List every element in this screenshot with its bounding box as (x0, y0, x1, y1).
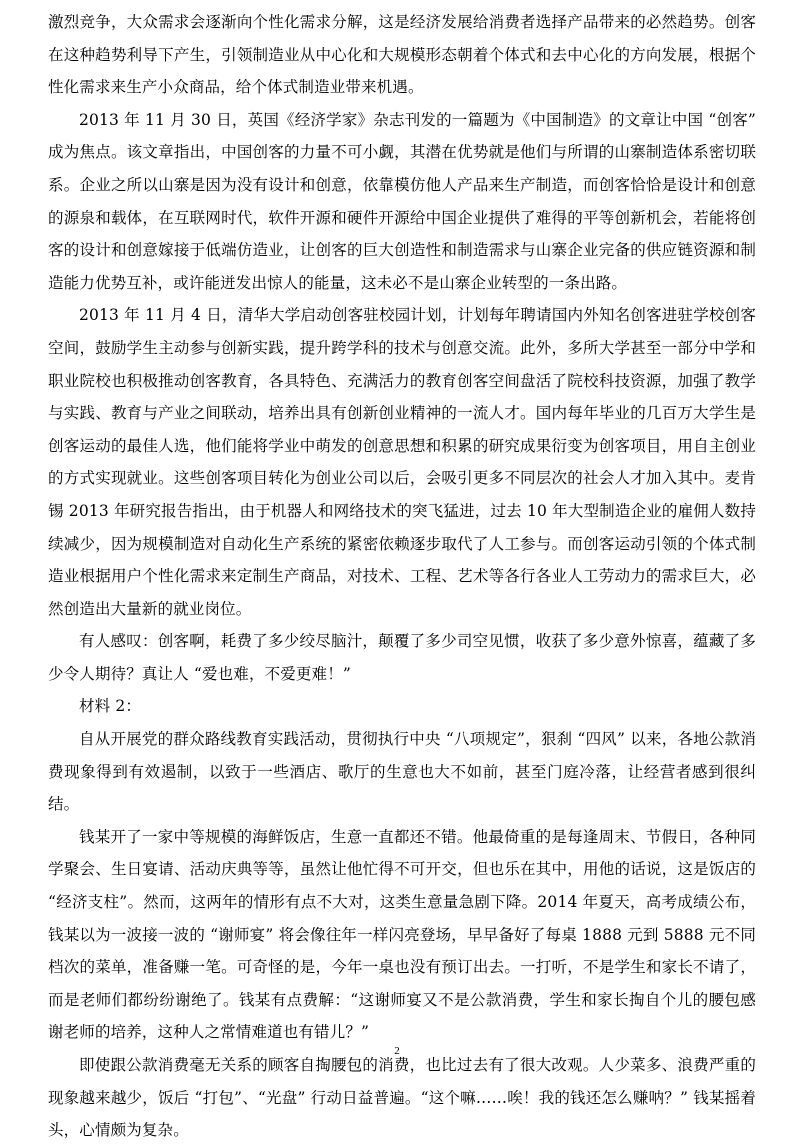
page-number: 2 (394, 1045, 400, 1057)
paragraph-seafood-restaurant: 钱某开了一家中等规模的海鲜饭店，生意一直都还不错。他最倚重的是每逢周末、节假日，各种同学聚会、生日宴请、活动庆典等等，虽然让他忙得不可开交，但也乐在其中，用他的话说，这是饭店的 “经济支柱”。然而，这两年的情形有点不大对，这类生意量急剧下降。2014 年夏天，高考成绩公布，钱某以为一波接一波的 “谢师宴” 将会像往年一样闪亮登场，早早备好了每桌 1888 元到 5888 元不同档次的菜单，准备赚一笔。可奇怪的是，今年一桌也没有预订出去。一打听，不是学生和家长不请了，而是老师们都纷纷谢绝了。钱某有点费解：“这谢师宴又不是公款消费，学生和家长掏自个儿的腰包感谢老师的培养，这种人之常情难道也有错儿？” (48, 827, 756, 1042)
paragraph-continuation: 激烈竞争，大众需求会逐渐向个性化需求分解，这是经济发展给消费者选择产品带来的必然趋势。创客在这种趋势利导下产生，引领制造业从中心化和大规模形态朝着个体式和去中心化的方向发展，根据个性化需求来生产小众商品，给个体式制造业带来机遇。 (48, 13, 756, 97)
material-2-heading: 材料 2： (79, 697, 142, 716)
paragraph-public-spending: 自从开展党的群众路线教育实践活动，贯彻执行中央 “八项规定”，狠刹 “四风” 以来，各地公款消费现象得到有效遏制，以致于一些酒店、歌厅的生意也大不如前，甚至门庭冷落，让经营者感到很纠结。 (48, 730, 756, 814)
paragraph-maker-sentiment: 有人感叹：创客啊，耗费了多少绞尽脑汁，颠覆了多少司空见惯，收获了多少意外惊喜，蕴藏了多少令人期待？真让人 “爱也难，不爱更难！” (48, 632, 756, 683)
paragraph-customer-spending: 即使跟公款消费毫无关系的顾客自掏腰包的消费，也比过去有了很大改观。人少菜多、浪费严重的现象越来越少，饭后 “打包”、“光盘” 行动日益普遍。“这个嘛……唉！我的钱还怎么赚呐？” 钱某摇着头，心情颇为复杂。 (48, 1056, 756, 1140)
paragraph-tsinghua-maker-plan: 2013 年 11 月 4 日，清华大学启动创客驻校园计划，计划每年聘请国内外知名创客进驻学校创客空间，鼓励学生主动参与创新实践，提升跨学科的技术与创意交流。此外，多所大学甚至一部分中学和职业院校也积极推动创客教育，各具特色、充满活力的教育创客空间盘活了院校科技资源，加强了教学与实践、教育与产业之间联动，培养出具有创新创业精神的一流人才。国内每年毕业的几百万大学生是创客运动的最佳人选，他们能将学业中萌发的创意思想和积累的研究成果衍变为创客项目，用自主创业的方式实现就业。这些创客项目转化为创业公司以后，会吸引更多不同层次的社会人才加入其中。麦肯锡 2013 年研究报告指出，由于机器人和网络技术的突飞猛进，过去 10 年大型制造企业的雇佣人数持续减少，因为规模制造对自动化生产系统的紧密依赖逐步取代了人工参与。而创客运动引领的个体式制造业根据用户个性化需求来定制生产商品，对技术、工程、艺术等各行各业人工劳动力的需求巨大，必然创造出大量新的就业岗位。 (48, 306, 756, 618)
document-body (48, 6, 756, 1147)
paragraph-economist-article: 2013 年 11 月 30 日，英国《经济学家》杂志刊发的一篇题为《中国制造》的文章让中国 “创客” 成为焦点。该文章指出，中国创客的力量不可小觑，其潜在优势就是他们与所谓的山寨制造体系密切联系。企业之所以山寨是因为没有设计和创意，依靠模仿他人产品来生产制造，而创客恰恰是设计和创意的源泉和载体，在互联网时代，软件开源和硬件开源给中国企业提供了难得的平等创新机会，若能将创客的设计和创意嫁接于低端仿造业，让创客的巨大创造性和制造需求与山寨企业完备的供应链资源和制造能力优势互补，或许能迸发出惊人的能量，这未必不是山寨企业转型的一条出路。 (48, 110, 756, 292)
